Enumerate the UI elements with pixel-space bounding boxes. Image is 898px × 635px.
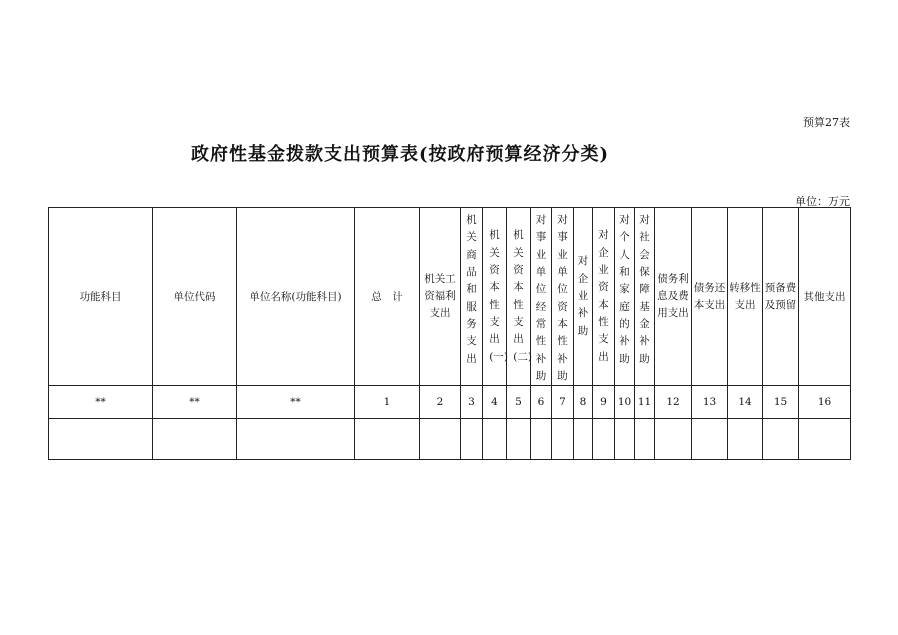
- column-header: 其他支出: [799, 208, 851, 386]
- column-header: 债务利息及费用支出: [655, 208, 692, 386]
- column-header: 对社会保障基金补助: [635, 208, 655, 386]
- column-number: 2: [420, 386, 461, 419]
- table-cell: [574, 419, 593, 460]
- column-header: 对事业单位资本性补助: [552, 208, 574, 386]
- table-cell: [692, 419, 728, 460]
- page-title: 政府性基金拨款支出预算表(按政府预算经济分类): [190, 144, 610, 165]
- table-cell: [799, 419, 851, 460]
- table-cell: [615, 419, 635, 460]
- column-number: 13: [692, 386, 728, 419]
- column-number: 7: [552, 386, 574, 419]
- column-number: **: [49, 386, 153, 419]
- unit-label: 单位：万元: [795, 195, 850, 208]
- column-number: 10: [615, 386, 635, 419]
- column-header: 功能科目: [49, 208, 153, 386]
- column-number: 1: [355, 386, 420, 419]
- column-number: 15: [763, 386, 799, 419]
- column-header: 债务还本支出: [692, 208, 728, 386]
- column-number: 8: [574, 386, 593, 419]
- column-header: 对企业补助: [574, 208, 593, 386]
- column-number: 14: [728, 386, 763, 419]
- header-row: [49, 208, 851, 386]
- table-cell: [420, 419, 461, 460]
- table-cell: [763, 419, 799, 460]
- column-number: 5: [507, 386, 531, 419]
- column-header: 预备费及预留: [763, 208, 799, 386]
- column-number-row: [49, 386, 851, 419]
- table-cell: [593, 419, 615, 460]
- table-cell: [635, 419, 655, 460]
- table-cell: [355, 419, 420, 460]
- column-header: 转移性支出: [728, 208, 763, 386]
- column-header: 单位名称(功能科目): [237, 208, 355, 386]
- column-number: 6: [531, 386, 552, 419]
- table-cell: [153, 419, 237, 460]
- table-cell: [49, 419, 153, 460]
- column-header: 总 计: [355, 208, 420, 386]
- column-header: 对企业资本性支出: [593, 208, 615, 386]
- table-cell: [728, 419, 763, 460]
- column-header: 对个人和家庭的补助: [615, 208, 635, 386]
- column-number: 4: [483, 386, 507, 419]
- column-header: 机关工资福利支出: [420, 208, 461, 386]
- column-number: 12: [655, 386, 692, 419]
- column-header: 机关资本性支出(二): [507, 208, 531, 386]
- column-number: **: [237, 386, 355, 419]
- column-header: 单位代码: [153, 208, 237, 386]
- table-cell: [507, 419, 531, 460]
- form-number: 预算27表: [803, 116, 850, 129]
- table-cell: [552, 419, 574, 460]
- table-cell: [531, 419, 552, 460]
- column-number: **: [153, 386, 237, 419]
- table-cell: [461, 419, 483, 460]
- column-header: 机关商品和服务支出: [461, 208, 483, 386]
- table-cell: [655, 419, 692, 460]
- budget-table: [48, 207, 851, 460]
- data-row-empty: [49, 419, 851, 460]
- table-cell: [237, 419, 355, 460]
- column-number: 11: [635, 386, 655, 419]
- column-number: 3: [461, 386, 483, 419]
- column-header: 机关资本性支出(一): [483, 208, 507, 386]
- column-number: 16: [799, 386, 851, 419]
- column-number: 9: [593, 386, 615, 419]
- column-header: 对事业单位经常性补助: [531, 208, 552, 386]
- table-cell: [483, 419, 507, 460]
